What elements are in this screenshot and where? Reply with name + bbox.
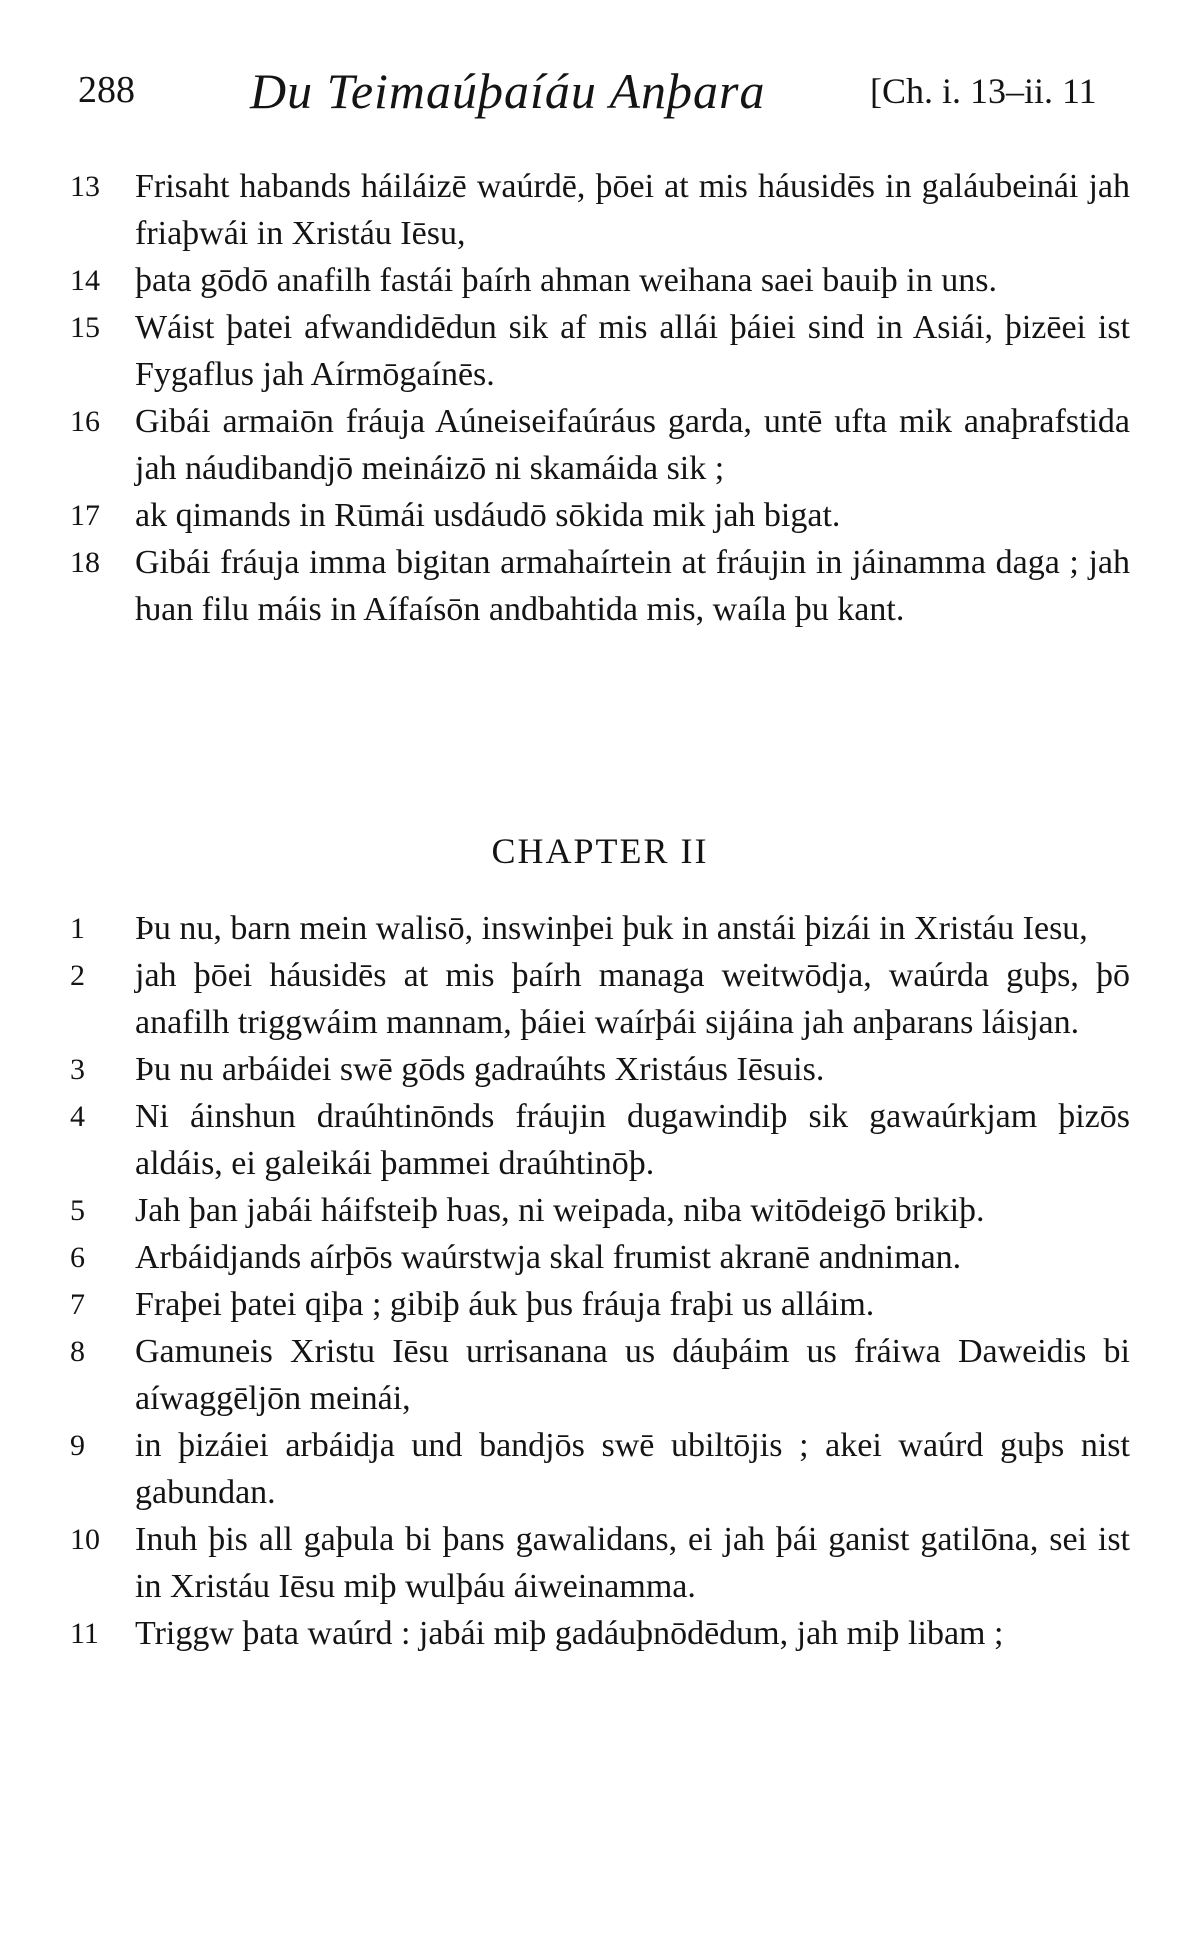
verse-text: Arbáidjands aírþōs waúrstwja skal frumist akranē andniman. xyxy=(135,1239,962,1276)
verse-number: 9 xyxy=(70,1429,85,1462)
verse xyxy=(70,1281,1130,1328)
verse xyxy=(70,1187,1130,1234)
verse-number: 4 xyxy=(70,1100,85,1133)
verse-text: Þu nu, barn mein walisō, inswinþei þuk in anstái þizái in Xristáu Iesu, xyxy=(135,910,1088,947)
verse xyxy=(70,304,1130,398)
verse-text: Fraþei þatei qiþa ; gibiþ áuk þus fráuja fraþi us alláim. xyxy=(135,1286,875,1323)
verse xyxy=(70,1328,1130,1422)
verse xyxy=(70,905,1130,952)
verse xyxy=(70,1610,1130,1657)
verse xyxy=(70,1234,1130,1281)
running-title: Du Teimaúþaíáu Anþara xyxy=(250,63,766,119)
verse xyxy=(70,257,1130,304)
verse-number: 3 xyxy=(70,1053,85,1086)
verse-number: 15 xyxy=(70,311,100,344)
verse xyxy=(70,1046,1130,1093)
verse-number: 13 xyxy=(70,170,100,203)
verse-text: Triggw þata waúrd : jabái miþ gadáuþnōdēdum, jah miþ libam ; xyxy=(135,1615,1004,1652)
verse xyxy=(70,539,1130,633)
verse-number: 1 xyxy=(70,912,85,945)
verse-text: Wáist þatei afwandidēdun sik af mis allái þáiei sind in Asiái, þizēei ist Fygaflus jah Aírmōgaínēs. xyxy=(135,309,1130,393)
verse-number: 8 xyxy=(70,1335,85,1368)
verse-number: 10 xyxy=(70,1523,100,1556)
verse-number: 11 xyxy=(70,1617,99,1650)
chapter-2-verses xyxy=(70,905,1130,1657)
verse-text: Gibái armaiōn fráuja Aúneiseifaúráus garda, untē ufta mik anaþrafstida jah náudibandjō meináizō ni skamáida sik ; xyxy=(135,403,1130,487)
verse-number: 5 xyxy=(70,1194,85,1227)
verse-text: Þu nu arbáidei swē gōds gadraúhts Xristáus Iēsuis. xyxy=(135,1051,825,1088)
verse-text: Frisaht habands háiláizē waúrdē, þōei at mis háusidēs in galáubeinái jah friaþwái in Xristáu Iēsu, xyxy=(135,168,1130,252)
verse-text: Ni áinshun draúhtinōnds fráujin dugawindiþ sik gawaúrkjam þizōs aldáis, ei galeikái þammei draúhtinōþ. xyxy=(135,1098,1130,1182)
chapter-1-verses xyxy=(70,163,1130,633)
verse-text: Gibái fráuja imma bigitan armahaírtein at fráujin in jáinamma daga ; jah ƕan filu máis in Aífaísōn andbahtida mis, waíla þu kant. xyxy=(135,544,1130,628)
verse xyxy=(70,1516,1130,1610)
verse-text: Inuh þis all gaþula bi þans gawalidans, ei jah þái ganist gatilōna, sei ist in Xristáu Iēsu miþ wulþáu áiweinamma. xyxy=(135,1521,1130,1605)
verse-text: Gamuneis Xristu Iēsu urrisanana us dáuþáim us fráiwa Daweidis bi aíwaggēljōn meinái, xyxy=(135,1333,1130,1417)
verse xyxy=(70,1093,1130,1187)
verse xyxy=(70,398,1130,492)
verse-text: þata gōdō anafilh fastái þaírh ahman weihana saei bauiþ in uns. xyxy=(135,262,997,299)
chapter-reference: [Ch. i. 13–ii. 11 xyxy=(870,71,1097,111)
page-number: 288 xyxy=(78,69,135,111)
verse xyxy=(70,952,1130,1046)
verse-number: 18 xyxy=(70,546,100,579)
verse-number: 16 xyxy=(70,405,100,438)
verse-text: Jah þan jabái háifsteiþ ƕas, ni weipada, niba witōdeigō brikiþ. xyxy=(135,1192,985,1229)
verse xyxy=(70,492,1130,539)
verse-text: in þizáiei arbáidja und bandjōs swē ubiltōjis ; akei waúrd guþs nist gabundan. xyxy=(135,1427,1130,1511)
verse-number: 14 xyxy=(70,264,100,297)
verse-number: 2 xyxy=(70,959,85,992)
verse-number: 17 xyxy=(70,499,100,532)
verse-text: jah þōei háusidēs at mis þaírh managa weitwōdja, waúrda guþs, þō anafilh triggwáim mannam, þáiei waírþái sijáina jah anþarans láisjan. xyxy=(135,957,1130,1041)
chapter-heading: CHAPTER II xyxy=(491,831,709,871)
page-header xyxy=(70,62,1130,122)
verse xyxy=(70,1422,1130,1516)
verse-number: 7 xyxy=(70,1288,85,1321)
verse-number: 6 xyxy=(70,1241,85,1274)
verse-text: ak qimands in Rūmái usdáudō sōkida mik jah bigat. xyxy=(135,497,841,534)
verse xyxy=(70,163,1130,257)
